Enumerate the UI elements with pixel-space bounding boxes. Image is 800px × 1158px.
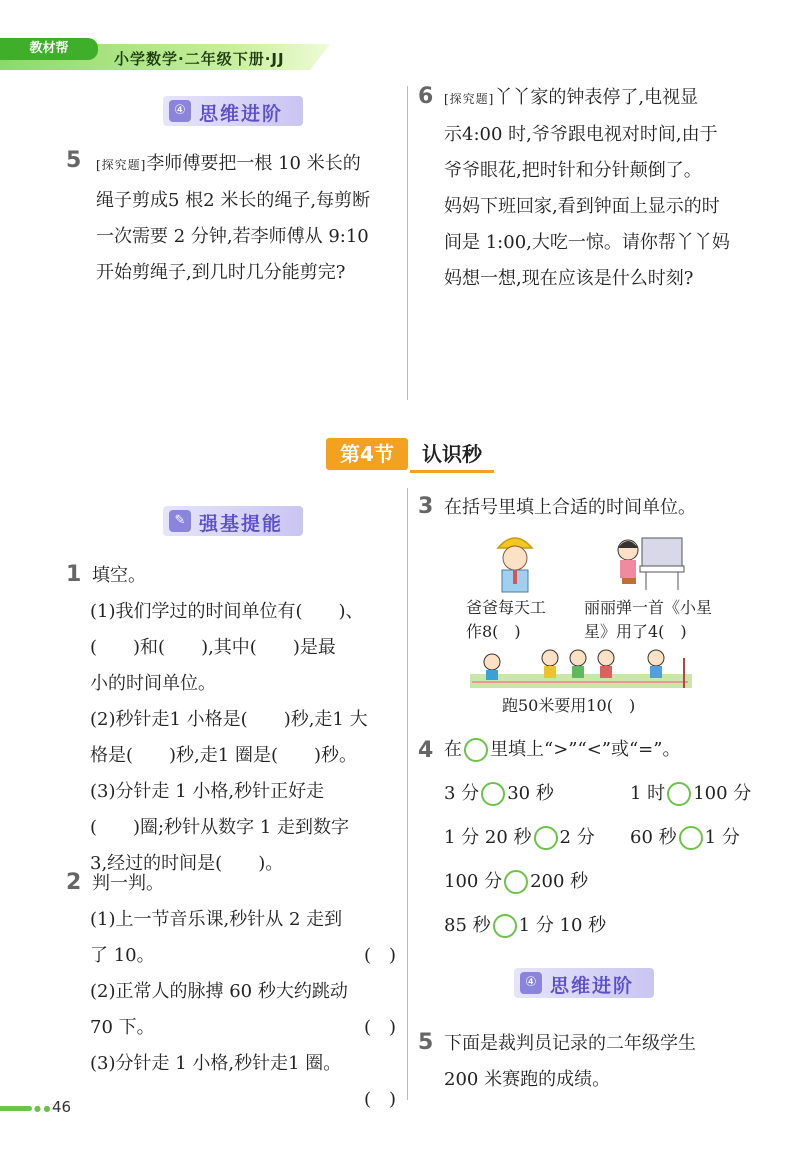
question-2-body: (1)上一节音乐课,秒针从 2 走到 了 10。 ( ) (2)正常人的脉搏 60 秒大约跳动 70 下。 ( ) (3)分针走 1 小格,秒针走1 圈。 ( ) [90, 902, 402, 1118]
compare-circle-input[interactable] [667, 782, 691, 806]
medal-icon: ④ [169, 100, 191, 122]
piano-girl-illustration [608, 526, 688, 594]
compare-item: 60 秒 1 分 [630, 827, 740, 848]
compare-item: 100 分 200 秒 [444, 871, 589, 892]
question-3-title: 在括号里填上合适的时间单位。 [444, 497, 696, 518]
section-number: 第4节 [326, 438, 408, 470]
question-5-bottom: 下面是裁判员记录的二年级学生 200 米赛跑的成绩。 [444, 1033, 696, 1090]
question-number: 5 [418, 1030, 434, 1055]
column-divider-top [407, 86, 408, 400]
question-number: 2 [66, 870, 82, 895]
header-tag: 教材帮 [0, 38, 98, 60]
caption-worker: 爸爸每天工 作8( ) [466, 598, 547, 641]
thinking-advance-banner-bottom: ④ 思维进阶 [514, 968, 654, 998]
judge-paren[interactable]: ( ) [363, 1017, 396, 1038]
question-2-title: 判一判。 [92, 873, 164, 894]
question-number: 1 [66, 562, 82, 587]
question-number: 4 [418, 738, 434, 763]
section-title: 认识秒 [410, 438, 494, 473]
compare-circle-icon [464, 738, 488, 762]
header-title: 小学数学·二年级下册·JJ [114, 50, 285, 68]
compare-item: 85 秒 1 分 10 秒 [444, 915, 607, 936]
compare-circle-input[interactable] [504, 870, 528, 894]
compare-item: 1 分 20 秒 2 分 [444, 827, 595, 848]
page-bar [0, 1106, 32, 1111]
compare-circle-input[interactable] [493, 914, 517, 938]
question-6: [探究题]丫丫家的钟表停了,电视显 示4:00 时,爷爷跟电视对时间,由于 爷爷眼花,把时针和分针颠倒了。 妈妈下班回家,看到钟面上显示的时 间是 1:00,大吃一惊。请你帮丫丫妈 妈想一想,现在应该是什么时刻? [444, 87, 730, 289]
question-number: 3 [418, 494, 434, 519]
question-4-title: 在 里填上“>”“<”或“=”。 [444, 739, 681, 760]
medal-icon: ④ [520, 972, 542, 994]
question-number: 6 [418, 84, 434, 109]
inquiry-tag: [探究题] [96, 158, 147, 172]
compare-circle-input[interactable] [481, 782, 505, 806]
compare-circle-input[interactable] [679, 826, 703, 850]
inquiry-tag: [探究题] [444, 92, 495, 106]
compare-item: 1 时 100 分 [630, 783, 752, 804]
pencil-icon: ✎ [169, 510, 191, 532]
page-dots: ● ● [34, 1104, 51, 1113]
page-number: 46 [52, 1098, 72, 1116]
foundation-banner: ✎ 强基提能 [163, 506, 303, 536]
worker-illustration [480, 528, 550, 594]
running-track-illustration [470, 648, 692, 692]
judge-paren[interactable]: ( ) [363, 945, 396, 966]
compare-item: 3 分 30 秒 [444, 783, 554, 804]
question-1-title: 填空。 [92, 565, 146, 586]
column-divider-bottom [407, 488, 408, 1100]
judge-paren[interactable]: ( ) [363, 1089, 396, 1110]
thinking-advance-banner-top: ④ 思维进阶 [163, 96, 303, 126]
question-number: 5 [66, 148, 82, 173]
compare-circle-input[interactable] [534, 826, 558, 850]
caption-running: 跑50米要用10( ) [502, 696, 636, 715]
caption-piano: 丽丽弹一首《小星 星》用了4( ) [584, 598, 713, 641]
question-5-top: [探究题]李师傅要把一根 10 米长的 绳子剪成5 根2 米长的绳子,每剪断 一次需要 2 分钟,若李师傅从 9:10 开始剪绳子,到几时几分能剪完? [96, 153, 371, 283]
question-1-body: (1)我们学过的时间单位有( )、 ( )和( ),其中( )是最 小的时间单位。 (2)秒针走1 小格是( )秒,走1 大 格是( )秒,走1 圈是( )秒。 (3)分针走 1 小格,秒针正好走 ( )圈;秒针从数字 1 走到数字 3,经过的时间是( )。 [90, 601, 368, 874]
